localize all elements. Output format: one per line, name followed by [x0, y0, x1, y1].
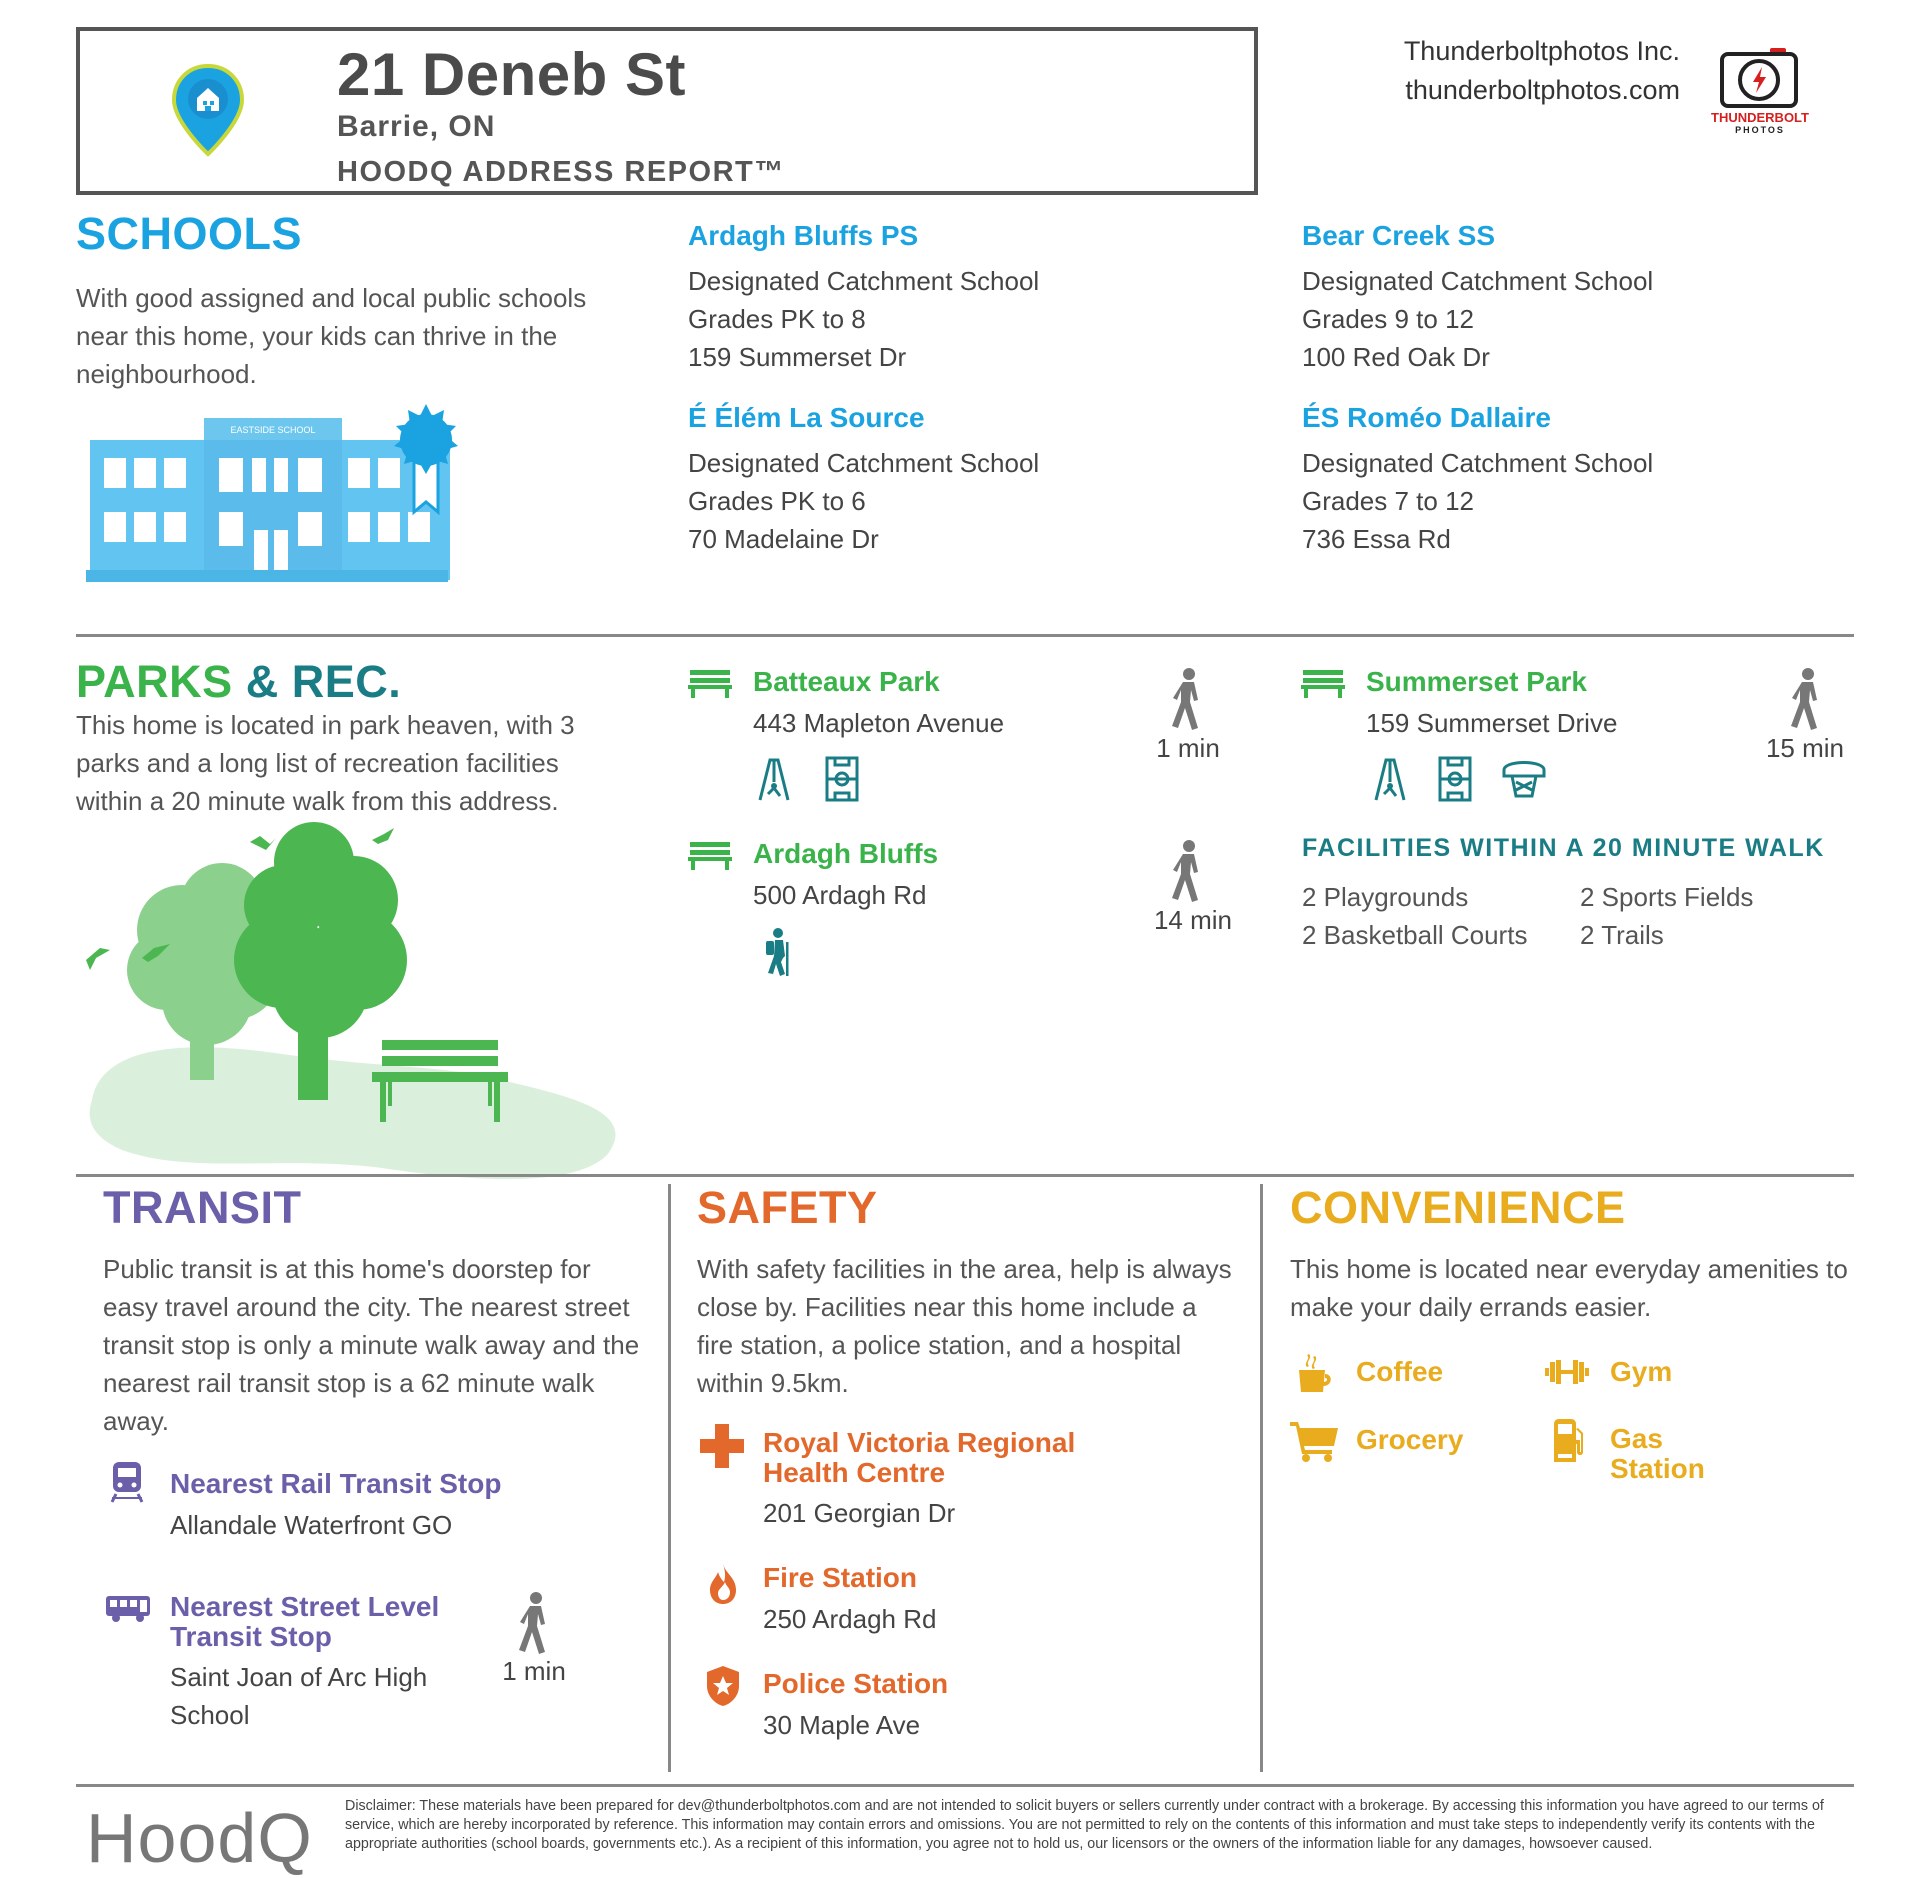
police-station-item[interactable]	[763, 1668, 948, 1744]
hoodq-logo: HoodQ	[86, 1799, 313, 1877]
hiking-icon	[763, 928, 791, 976]
brand-website[interactable]: thunderboltphotos.com	[1405, 75, 1680, 105]
logo-subtext: PHOTOS	[1735, 125, 1785, 135]
playground-icon	[1372, 756, 1408, 802]
divider	[668, 1184, 671, 1772]
fire-station-title[interactable]: Fire Station	[763, 1562, 918, 1593]
park-address: 159 Summerset Drive	[1366, 708, 1618, 738]
rail-stop-title: Nearest Rail Transit Stop	[170, 1468, 502, 1499]
grocery-label[interactable]: Grocery	[1356, 1424, 1464, 1455]
bus-icon	[104, 1594, 152, 1624]
park-address: 443 Mapleton Avenue	[753, 708, 1005, 738]
police-badge-icon	[705, 1664, 741, 1708]
street-stop-title-1: Nearest Street Level	[170, 1591, 440, 1622]
police-station-address: 30 Maple Ave	[763, 1710, 921, 1740]
fire-icon	[708, 1562, 738, 1606]
school-name[interactable]: É Élém La Source	[688, 402, 925, 433]
playground-icon	[756, 756, 792, 802]
schools-description: With good assigned and local public schools near this home, your kids can thrive in the neighbourhood.	[76, 283, 587, 389]
gas-pump-icon	[1550, 1418, 1586, 1464]
school-type: Designated Catchment School	[1302, 448, 1654, 478]
parks-description: This home is located in park heaven, with 3 parks and a long list of recreation facilities within a 20 minute walk from this address.	[76, 710, 575, 816]
schools-title: SCHOOLS	[76, 208, 303, 259]
school-item[interactable]	[1302, 402, 1653, 558]
walk-icon	[1168, 840, 1208, 902]
rail-stop-name[interactable]: Allandale Waterfront GO	[170, 1510, 453, 1540]
hospital-item[interactable]	[763, 1428, 1075, 1532]
walk-icon	[1787, 668, 1827, 730]
school-address: 736 Essa Rd	[1302, 524, 1451, 554]
school-type: Designated Catchment School	[688, 448, 1040, 478]
parks-title-a: PARKS	[76, 656, 233, 707]
facilities-title: FACILITIES WITHIN A 20 MINUTE WALK	[1302, 834, 1825, 862]
camera-logo-icon	[1718, 46, 1800, 110]
address-title: 21 Deneb St	[337, 41, 686, 108]
bench-icon	[688, 668, 732, 698]
park-name[interactable]: Batteaux Park	[753, 666, 940, 697]
safety-description: With safety facilities in the area, help is always close by. Facilities near this home include a fire station, a police station, and a hospital within 9.5km.	[697, 1254, 1232, 1398]
street-stop-name-1[interactable]: Saint Joan of Arc High	[170, 1662, 428, 1692]
safety-title: SAFETY	[697, 1182, 878, 1233]
sports-field-icon	[1438, 756, 1472, 802]
hospital-title-1[interactable]: Royal Victoria Regional	[763, 1427, 1076, 1458]
logo-text: THUNDERBOLT	[1711, 110, 1809, 125]
school-address: 100 Red Oak Dr	[1302, 342, 1490, 372]
park-item[interactable]	[753, 838, 938, 914]
medical-cross-icon	[700, 1424, 744, 1468]
school-item[interactable]	[688, 220, 1039, 376]
school-name[interactable]: ÉS Roméo Dallaire	[1302, 402, 1551, 433]
street-stop-title-2: Transit Stop	[170, 1621, 332, 1652]
park-item[interactable]	[1366, 666, 1617, 742]
facility-item: 2 Playgrounds	[1302, 882, 1469, 912]
walk-icon	[1168, 668, 1208, 730]
facility-item: 2 Basketball Courts	[1302, 920, 1528, 950]
walk-time: 1 min	[1156, 733, 1220, 763]
walk-time: 15 min	[1765, 733, 1845, 763]
divider	[76, 634, 1854, 637]
school-item[interactable]	[688, 402, 1039, 558]
facility-item: 2 Sports Fields	[1580, 882, 1754, 912]
divider	[76, 1174, 1854, 1177]
walk-time: 1 min	[502, 1656, 566, 1686]
school-building-icon	[86, 400, 481, 590]
park-item[interactable]	[753, 666, 1004, 742]
brand-name: Thunderboltphotos Inc.	[1403, 36, 1680, 66]
school-sign-text: EASTSIDE SCHOOL	[230, 425, 316, 435]
convenience-title: CONVENIENCE	[1290, 1182, 1626, 1233]
school-name[interactable]: Ardagh Bluffs PS	[688, 220, 919, 251]
school-type: Designated Catchment School	[688, 266, 1040, 296]
hospital-title-2[interactable]: Health Centre	[763, 1457, 946, 1488]
address-city: Barrie, ON	[337, 110, 496, 143]
street-stop-name-2[interactable]: School	[170, 1700, 250, 1730]
walk-time: 14 min	[1153, 905, 1233, 935]
dumbbell-icon	[1543, 1358, 1591, 1386]
bench-icon	[688, 840, 732, 870]
transit-title: TRANSIT	[103, 1182, 302, 1233]
house-pin-icon	[170, 62, 246, 158]
gym-label[interactable]: Gym	[1610, 1356, 1673, 1387]
park-name[interactable]: Ardagh Bluffs	[753, 838, 939, 869]
school-grades: Grades 7 to 12	[1302, 486, 1474, 516]
school-name[interactable]: Bear Creek SS	[1302, 220, 1496, 251]
school-address: 70 Madelaine Dr	[688, 524, 879, 554]
parks-title-b: & REC.	[232, 656, 402, 707]
transit-description: Public transit is at this home's doorstep for easy travel around the city. The nearest street transit stop is only a minute walk away and the nearest rail transit stop is a 62 minute walk away.	[103, 1254, 640, 1436]
facility-item: 2 Trails	[1580, 920, 1664, 950]
school-grades: Grades PK to 6	[688, 486, 866, 516]
school-item[interactable]	[1302, 220, 1653, 376]
school-grades: Grades PK to 8	[688, 304, 866, 334]
school-address: 159 Summerset Dr	[688, 342, 907, 372]
cart-icon	[1290, 1420, 1340, 1462]
coffee-icon	[1295, 1352, 1335, 1396]
park-illustration-icon	[82, 810, 627, 1180]
divider	[1260, 1184, 1263, 1772]
fire-station-item[interactable]	[763, 1562, 936, 1638]
fire-station-address: 250 Ardagh Rd	[763, 1604, 937, 1634]
bench-icon	[1301, 668, 1345, 698]
hospital-address: 201 Georgian Dr	[763, 1498, 956, 1528]
school-grades: Grades 9 to 12	[1302, 304, 1474, 334]
coffee-label[interactable]: Coffee	[1356, 1356, 1444, 1387]
park-address: 500 Ardagh Rd	[753, 880, 927, 910]
train-icon	[110, 1460, 144, 1504]
school-type: Designated Catchment School	[1302, 266, 1654, 296]
convenience-description: This home is located near everyday amenities to make your daily errands easier.	[1290, 1254, 1848, 1322]
sports-field-icon	[825, 756, 859, 802]
brand-logo-text	[1700, 111, 1820, 137]
street-transit-stop[interactable]	[170, 1592, 439, 1734]
gas-station-label[interactable]	[1610, 1424, 1705, 1484]
basketball-icon	[1500, 756, 1548, 802]
walk-icon	[515, 1592, 555, 1654]
police-station-title[interactable]: Police Station	[763, 1668, 949, 1699]
parks-title	[76, 656, 401, 708]
report-label: HOODQ ADDRESS REPORT™	[337, 156, 785, 188]
rail-transit-stop[interactable]	[170, 1468, 501, 1544]
park-name[interactable]: Summerset Park	[1366, 666, 1588, 697]
disclaimer-text: Disclaimer: These materials have been prepared for dev@thunderboltphotos.com and are not intended to solicit buyers or sellers currently under contract with a brokerage. By accessing this information you have agreed to our terms of service, which are hereby incorporated by reference. This information may contain errors and omissions. You are not permitted to rely on the contents of this information and must take steps to independently verify its contents with the appropriate authorities (school boards, governments etc.). As a recipient of this information, you agree not to hold us, our licensors or the owners of the information liable for any damages, howsoever caused.	[345, 1798, 1824, 1852]
divider	[76, 1784, 1854, 1787]
gas-label-1[interactable]: Gas	[1610, 1423, 1663, 1454]
gas-label-2[interactable]: Station	[1610, 1453, 1705, 1484]
